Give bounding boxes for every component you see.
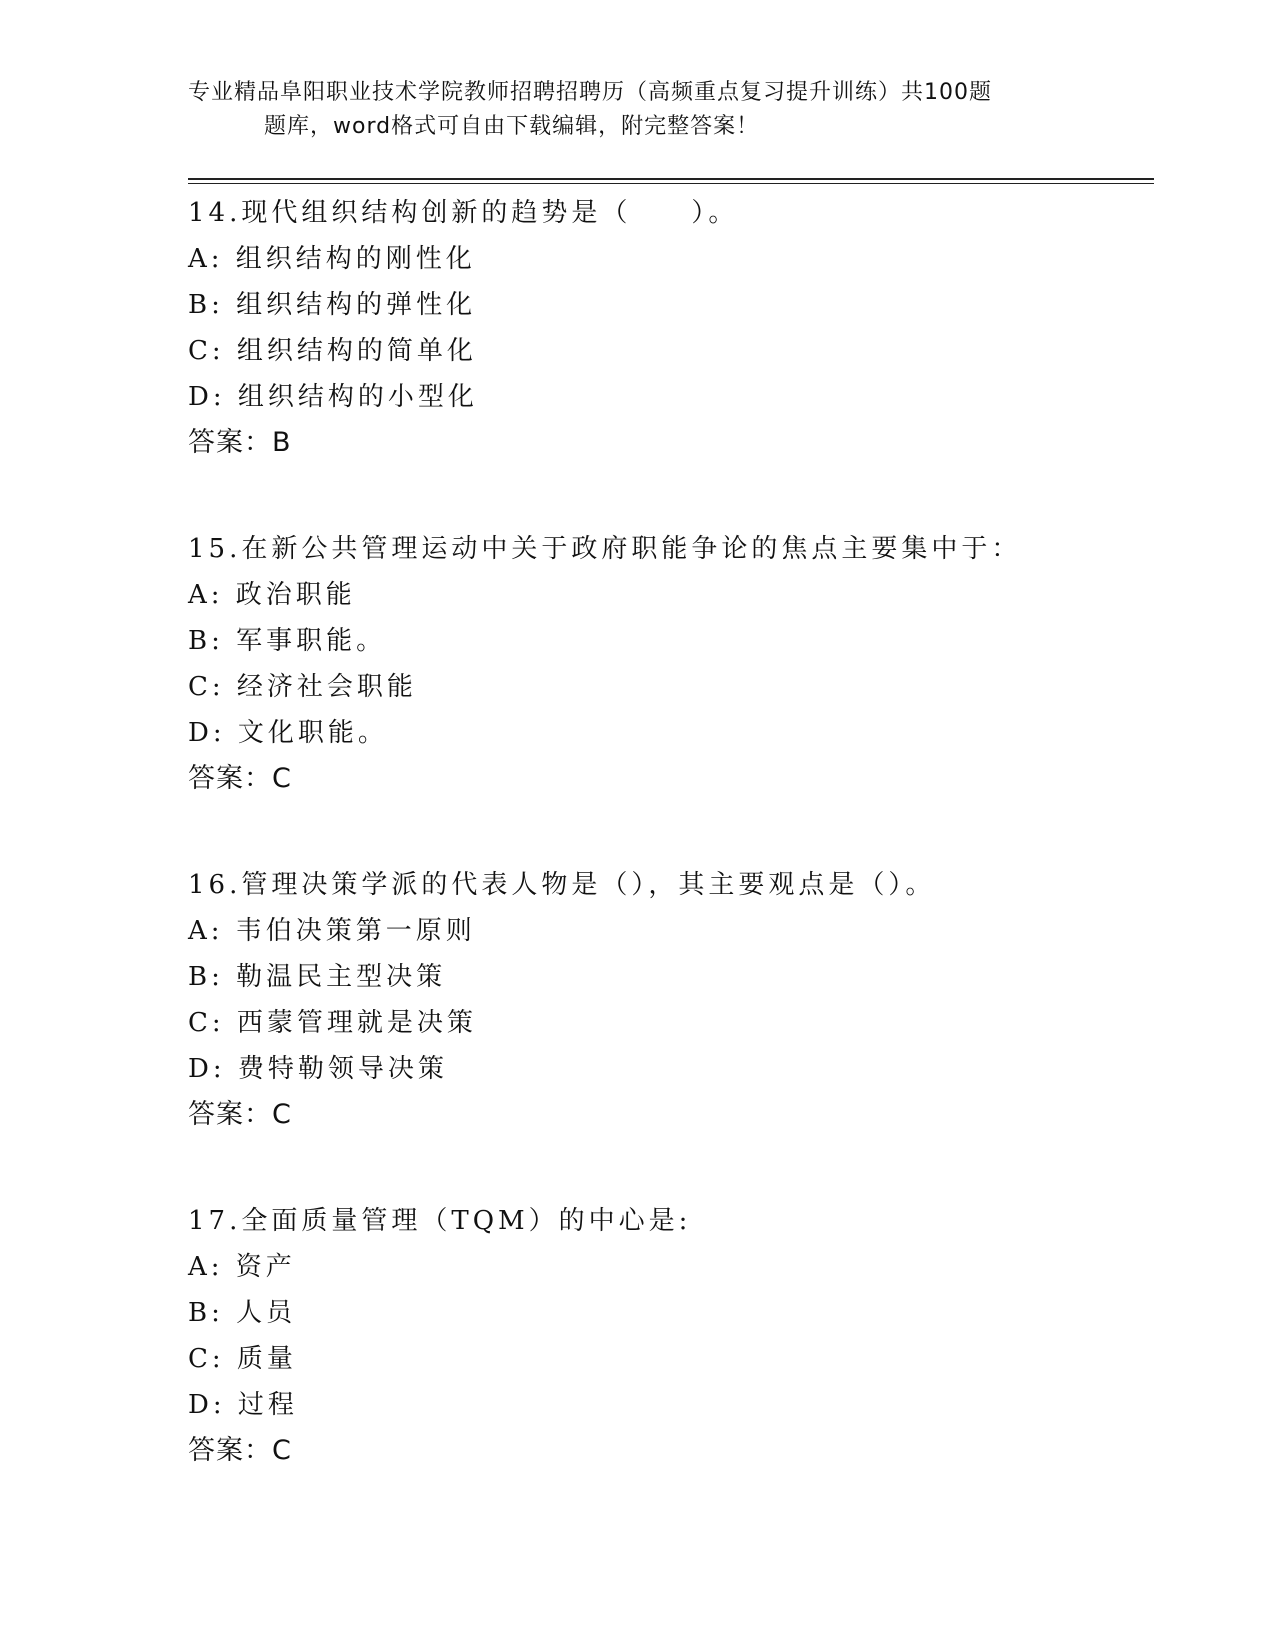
option-a: A: 政治职能 — [188, 580, 356, 610]
option-b: B: 人员 — [188, 1298, 297, 1328]
document-header — [188, 76, 1088, 144]
header-title-line-1: 专业精品阜阳职业技术学院教师招聘招聘历（高频重点复习提升训练）共100题 — [188, 80, 992, 105]
option-c: C: 组织结构的简单化 — [188, 336, 477, 366]
option-d: D: 过程 — [188, 1390, 298, 1420]
question-stem: 16.管理决策学派的代表人物是（），其主要观点是（）。 — [188, 870, 936, 900]
option-d: D: 文化职能。 — [188, 718, 388, 748]
option-d: D: 组织结构的小型化 — [188, 382, 478, 412]
option-d: D: 费特勒领导决策 — [188, 1054, 448, 1084]
option-b: B: 组织结构的弹性化 — [188, 290, 477, 320]
option-b: B: 军事职能。 — [188, 626, 387, 656]
answer-line: 答案：C — [188, 1435, 292, 1466]
option-c: C: 西蒙管理就是决策 — [188, 1008, 477, 1038]
answer-line: 答案：B — [188, 427, 292, 458]
header-title-line-2: 题库，word格式可自由下载编辑，附完整答案！ — [264, 114, 760, 139]
question-14 — [188, 190, 1148, 466]
option-a: A: 资产 — [188, 1252, 296, 1282]
question-17 — [188, 1198, 1148, 1474]
question-16 — [188, 862, 1148, 1138]
question-stem: 14.现代组织结构创新的趋势是（ ）。 — [188, 198, 739, 228]
option-c: C: 质量 — [188, 1344, 297, 1374]
option-b: B: 勒温民主型决策 — [188, 962, 447, 992]
question-stem: 17.全面质量管理（TQM）的中心是: — [188, 1206, 692, 1236]
header-divider-thin — [188, 183, 1154, 184]
answer-line: 答案：C — [188, 1099, 292, 1130]
question-list — [188, 190, 1148, 1534]
header-divider-thick — [188, 178, 1154, 180]
option-a: A: 组织结构的刚性化 — [188, 244, 476, 274]
question-stem: 15.在新公共管理运动中关于政府职能争论的焦点主要集中于： — [188, 534, 1022, 564]
option-c: C: 经济社会职能 — [188, 672, 417, 702]
answer-line: 答案：C — [188, 763, 292, 794]
question-15 — [188, 526, 1148, 802]
option-a: A: 韦伯决策第一原则 — [188, 916, 476, 946]
